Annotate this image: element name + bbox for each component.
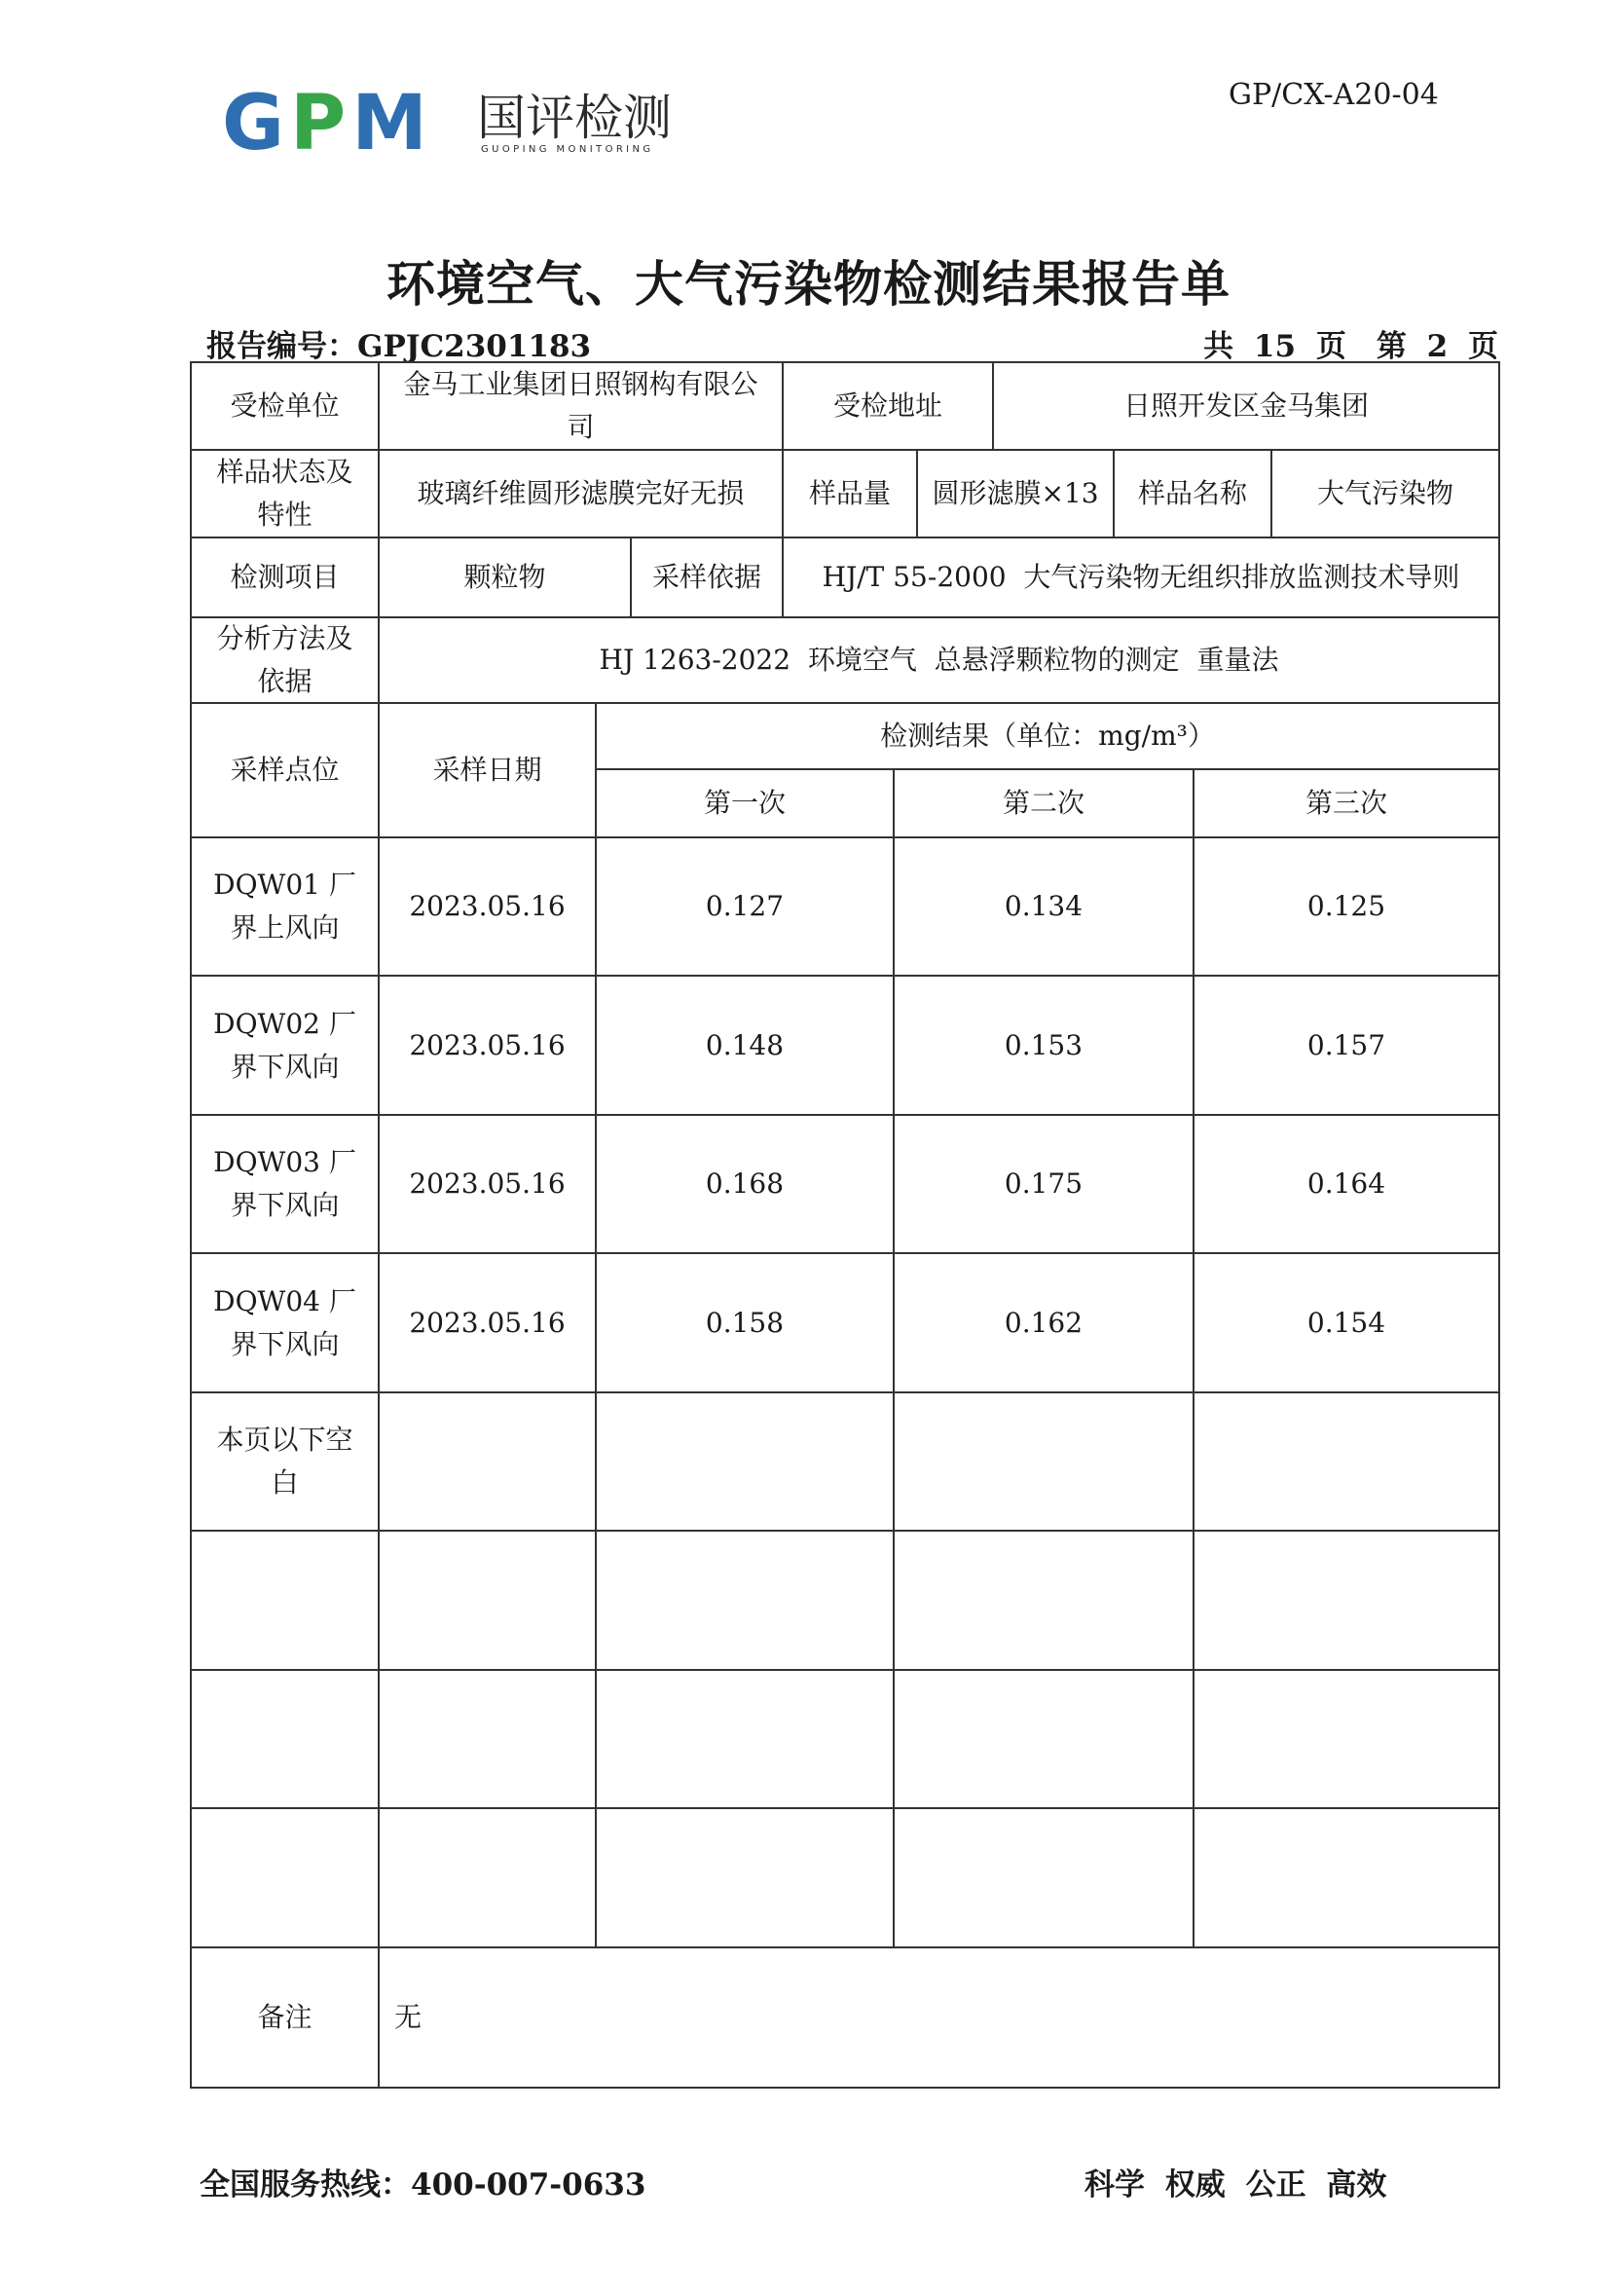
page-info: 共 15 页 第 2 页: [1203, 329, 1498, 364]
row-1-second: 0.134: [1004, 890, 1084, 922]
company-slogan: 科学 权威 公正 高效: [1084, 2167, 1387, 2203]
logo-chinese-name: 国评检测: [477, 90, 672, 146]
row-3-second: 0.175: [1004, 1167, 1084, 1200]
value-remark: 无: [394, 2001, 423, 2033]
row-1-point: DQW01 厂界上风向: [213, 869, 356, 944]
value-sample-state: 玻璃纤维圆形滤膜完好无损: [417, 477, 745, 509]
label-inspected-unit: 受检单位: [230, 389, 340, 422]
row-2-first: 0.148: [705, 1028, 785, 1061]
label-sample-name: 样品名称: [1137, 477, 1247, 509]
label-sample-quantity: 样品量: [808, 477, 891, 509]
header-test-result: 检测结果（单位：mg/m³）: [880, 720, 1215, 752]
label-inspected-address: 受检地址: [832, 389, 942, 422]
row-1-third: 0.125: [1306, 890, 1386, 922]
service-hotline: 全国服务热线：400-007-0633: [200, 2167, 646, 2203]
label-sample-state: 样品状态及特性: [216, 456, 353, 531]
logo-english-name: GUOPING MONITORING: [481, 144, 654, 155]
row-2-second: 0.153: [1004, 1028, 1084, 1061]
label-remark: 备注: [257, 2001, 312, 2033]
document-code: GP/CX-A20-04: [1229, 78, 1439, 112]
value-inspected-address: 日照开发区金马集团: [1122, 389, 1369, 422]
value-inspected-unit: 金马工业集团日照钢构有限公司: [403, 368, 758, 443]
header-sampling-point: 采样点位: [230, 754, 340, 786]
row-4-point: DQW04 厂界下风向: [213, 1284, 356, 1360]
row-3-date: 2023.05.16: [409, 1167, 566, 1200]
report-title: 环境空气、大气污染物检测结果报告单: [386, 255, 1231, 313]
header-first: 第一次: [703, 787, 786, 819]
row-4-second: 0.162: [1004, 1306, 1084, 1339]
value-sample-quantity: 圆形滤膜×13: [932, 477, 1099, 509]
row-4-date: 2023.05.16: [409, 1306, 566, 1339]
row-3-third: 0.164: [1306, 1167, 1386, 1200]
row-3-first: 0.168: [705, 1167, 785, 1200]
value-sample-name: 大气污染物: [1316, 477, 1453, 509]
row-2-point: DQW02 厂界下风向: [213, 1007, 356, 1083]
report-number: 报告编号：GPJC2301183: [206, 329, 592, 364]
row-1-first: 0.127: [705, 890, 785, 922]
row-3-point: DQW03 厂界下风向: [213, 1146, 356, 1221]
value-test-item: 颗粒物: [463, 561, 546, 593]
header-third: 第三次: [1305, 787, 1387, 819]
row-1-date: 2023.05.16: [409, 890, 566, 922]
value-sampling-basis: HJ/T 55-2000 大气污染物无组织排放监测技术导则: [822, 561, 1460, 593]
row-2-date: 2023.05.16: [409, 1028, 566, 1061]
row-2-third: 0.157: [1306, 1028, 1386, 1061]
logo-gpm-text: GPM: [222, 80, 433, 167]
label-sampling-basis: 采样依据: [651, 561, 761, 593]
blank-below-note: 本页以下空白: [216, 1424, 353, 1499]
value-analysis-method: HJ 1263-2022 环境空气 总悬浮颗粒物的测定 重量法: [599, 644, 1279, 676]
header-sampling-date: 采样日期: [432, 754, 542, 786]
label-test-item: 检测项目: [230, 561, 340, 593]
row-4-first: 0.158: [705, 1306, 785, 1339]
label-analysis-method: 分析方法及依据: [216, 622, 353, 697]
row-4-third: 0.154: [1306, 1306, 1386, 1339]
header-second: 第二次: [1002, 787, 1084, 819]
